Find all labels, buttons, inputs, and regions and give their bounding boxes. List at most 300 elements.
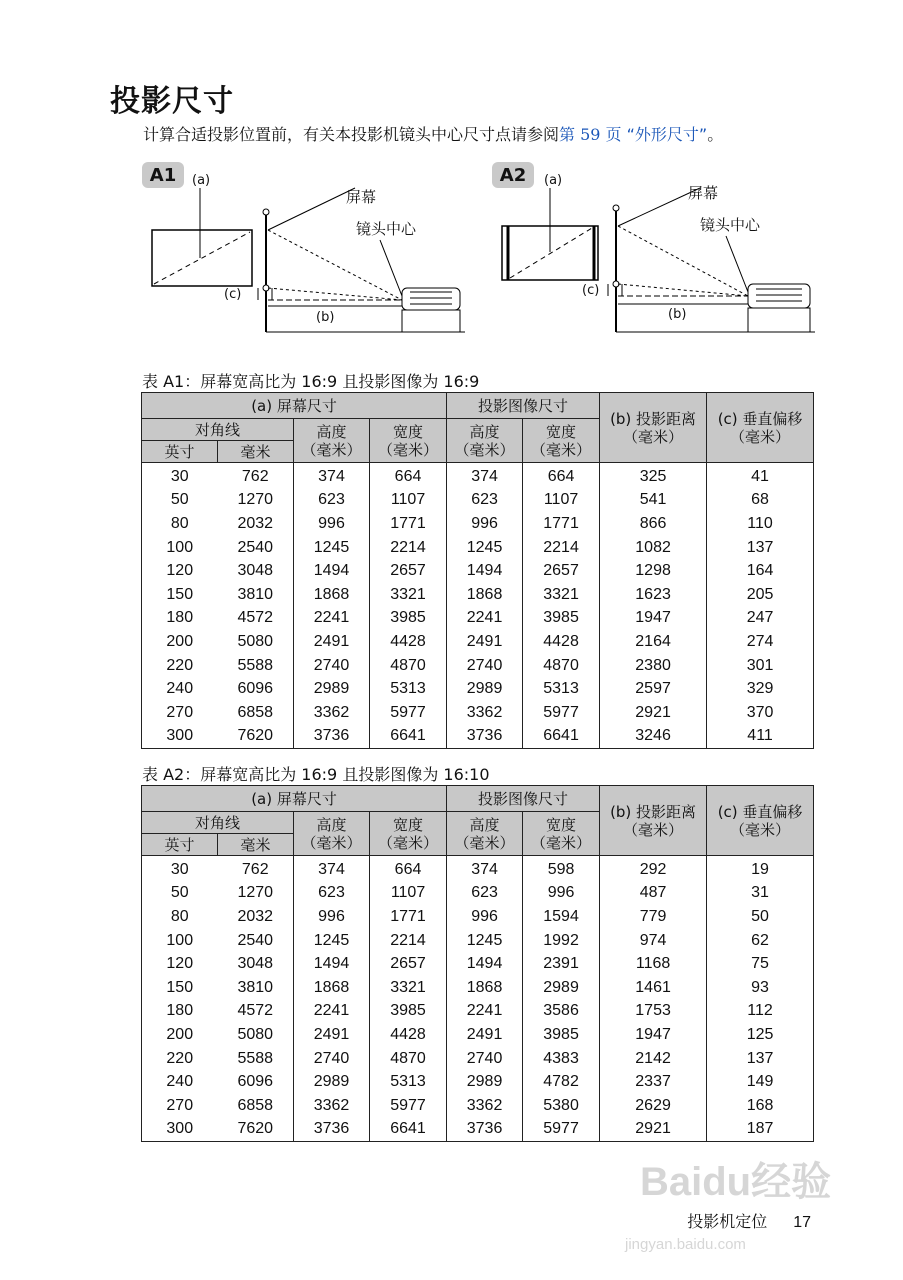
- header-offset-unit: （毫米）: [730, 820, 791, 839]
- projector-stand: [748, 308, 810, 332]
- table-cell: 762: [218, 463, 294, 489]
- table-cell: 80: [142, 512, 218, 536]
- table-cell: 110: [707, 512, 814, 536]
- table-cell: 5380: [523, 1094, 600, 1118]
- table-cell: 1771: [370, 905, 447, 929]
- table-cell: 5588: [218, 654, 294, 678]
- table-cell: 1245: [294, 929, 370, 953]
- table-cell: 6641: [370, 725, 447, 749]
- header-width-label: 宽度: [546, 422, 577, 441]
- header-screen-height: [294, 812, 370, 856]
- table-cell: 598: [523, 856, 600, 882]
- table-cell: 374: [447, 856, 523, 882]
- table-row: [142, 630, 814, 654]
- table-cell: 100: [142, 929, 218, 953]
- header-height-unit: （毫米）: [301, 440, 362, 459]
- label-lens-center: 镜头中心: [356, 220, 417, 238]
- header-throw-label: (b) 投影距离: [610, 802, 697, 821]
- header-width-unit: （毫米）: [378, 440, 439, 459]
- table-cell: 996: [523, 882, 600, 906]
- table-cell: 270: [142, 1094, 218, 1118]
- table-cell: 31: [707, 882, 814, 906]
- diagonal-line: [510, 228, 592, 278]
- table-cell: 2597: [600, 677, 707, 701]
- table-cell: 150: [142, 976, 218, 1000]
- header-height-unit: （毫米）: [301, 833, 362, 852]
- table-row: [142, 463, 814, 489]
- table-cell: 623: [294, 882, 370, 906]
- link-prefix: 第: [559, 125, 581, 144]
- table-cell: 325: [600, 463, 707, 489]
- table-cell: 329: [707, 677, 814, 701]
- label-lens-center: 镜头中心: [700, 216, 761, 234]
- header-height-label: 高度: [469, 422, 500, 441]
- table-cell: 2391: [523, 952, 600, 976]
- table-cell: 2540: [218, 929, 294, 953]
- header-height-unit: （毫米）: [454, 440, 515, 459]
- table-cell: 30: [142, 463, 218, 489]
- header-screen-width: [370, 812, 447, 856]
- table-cell: 2657: [370, 559, 447, 583]
- table-cell: 3321: [370, 583, 447, 607]
- header-diagonal: 对角线: [142, 812, 294, 834]
- table-cell: 1245: [447, 929, 523, 953]
- header-width-label: 宽度: [546, 815, 577, 834]
- table-row: [142, 1023, 814, 1047]
- projector-stand: [402, 310, 460, 332]
- header-diagonal: 对角线: [142, 419, 294, 441]
- label-a: (a): [544, 173, 563, 188]
- table-cell: 2657: [523, 559, 600, 583]
- table-cell: 2164: [600, 630, 707, 654]
- table-cell: 300: [142, 1118, 218, 1142]
- table-cell: 2740: [294, 1047, 370, 1071]
- table-cell: 2491: [294, 630, 370, 654]
- table-cell: 2657: [370, 952, 447, 976]
- page-title: 投影尺寸: [110, 84, 234, 119]
- lens-leader: [726, 236, 748, 292]
- header-width-label: 宽度: [393, 422, 424, 441]
- table-cell: 1868: [447, 976, 523, 1000]
- table-cell: 1270: [218, 489, 294, 513]
- header-throw-label: (b) 投影距离: [610, 409, 697, 428]
- table-row: [142, 1094, 814, 1118]
- table-cell: 93: [707, 976, 814, 1000]
- table-cell: 3362: [447, 701, 523, 725]
- table-cell: 125: [707, 1023, 814, 1047]
- table-cell: 247: [707, 607, 814, 631]
- table-cell: 7620: [218, 1118, 294, 1142]
- table-cell: 5977: [523, 1118, 600, 1142]
- table-cell: 5080: [218, 630, 294, 654]
- table-row: [142, 583, 814, 607]
- table-cell: 3736: [294, 725, 370, 749]
- dimensions-link[interactable]: [559, 125, 707, 144]
- table-cell: 2491: [447, 630, 523, 654]
- table-cell: 5977: [523, 701, 600, 725]
- table-cell: 6858: [218, 701, 294, 725]
- table-cell: 664: [370, 463, 447, 489]
- label-b: (b): [668, 307, 687, 322]
- table-cell: 2214: [370, 536, 447, 560]
- table-cell: 370: [707, 701, 814, 725]
- table-row: [142, 489, 814, 513]
- table-cell: 1298: [600, 559, 707, 583]
- header-width-unit: （毫米）: [531, 440, 592, 459]
- table-cell: 1868: [447, 583, 523, 607]
- table-cell: 2989: [523, 976, 600, 1000]
- table-cell: 240: [142, 1070, 218, 1094]
- header-screen-width: [370, 419, 447, 463]
- table-cell: 6096: [218, 1070, 294, 1094]
- table-cell: 4870: [523, 654, 600, 678]
- table-cell: 2740: [294, 654, 370, 678]
- header-width-unit: （毫米）: [378, 833, 439, 852]
- header-screen-size: (a) 屏幕尺寸: [142, 786, 447, 812]
- table-row: [142, 976, 814, 1000]
- table-row: [142, 1070, 814, 1094]
- label-screen: 屏幕: [688, 184, 719, 202]
- diagram-a2: [490, 160, 830, 350]
- table-cell: 5313: [523, 677, 600, 701]
- table-cell: 2241: [294, 1000, 370, 1024]
- table-cell: 541: [600, 489, 707, 513]
- table-a1: [141, 392, 814, 749]
- table-cell: 274: [707, 630, 814, 654]
- table-cell: 7620: [218, 725, 294, 749]
- page-footer: [687, 1209, 811, 1232]
- table-cell: 2032: [218, 512, 294, 536]
- table-cell: 2380: [600, 654, 707, 678]
- table-cell: 30: [142, 856, 218, 882]
- header-throw-distance: [600, 786, 707, 856]
- table-cell: 762: [218, 856, 294, 882]
- table-cell: 1082: [600, 536, 707, 560]
- table-row: [142, 1000, 814, 1024]
- table-cell: 374: [447, 463, 523, 489]
- table-cell: 3362: [447, 1094, 523, 1118]
- table-row: [142, 1118, 814, 1142]
- table-cell: 1245: [447, 536, 523, 560]
- table-row: [142, 536, 814, 560]
- header-height-label: 高度: [316, 815, 347, 834]
- table-cell: 2629: [600, 1094, 707, 1118]
- header-vertical-offset: [707, 393, 814, 463]
- table-cell: 80: [142, 905, 218, 929]
- table-cell: 3321: [370, 976, 447, 1000]
- table-cell: 2740: [447, 1047, 523, 1071]
- header-inch: 英寸: [142, 834, 218, 856]
- table-cell: 5588: [218, 1047, 294, 1071]
- screen-top-marker: [263, 209, 269, 215]
- header-throw-unit: （毫米）: [623, 820, 684, 839]
- table-cell: 6858: [218, 1094, 294, 1118]
- table-cell: 3810: [218, 583, 294, 607]
- header-image-width: [523, 419, 600, 463]
- label-a: (a): [192, 173, 211, 188]
- header-width-unit: （毫米）: [531, 833, 592, 852]
- table-cell: 68: [707, 489, 814, 513]
- table-cell: 1753: [600, 1000, 707, 1024]
- table-cell: 120: [142, 559, 218, 583]
- header-offset-label: (c) 垂直偏移: [717, 409, 803, 428]
- table-cell: 1245: [294, 536, 370, 560]
- table-row: [142, 559, 814, 583]
- table-cell: 1494: [447, 952, 523, 976]
- header-image-size: 投影图像尺寸: [447, 786, 600, 812]
- table-cell: 180: [142, 607, 218, 631]
- table-cell: 2989: [294, 1070, 370, 1094]
- link-page-number: 59: [580, 125, 601, 144]
- table-cell: 4572: [218, 1000, 294, 1024]
- ray-bottom: [618, 284, 748, 296]
- watermark-url: jingyan.baidu.com: [625, 1236, 746, 1253]
- table-cell: 164: [707, 559, 814, 583]
- projector-body: [402, 288, 460, 310]
- table-cell: 2989: [447, 1070, 523, 1094]
- table-cell: 137: [707, 536, 814, 560]
- label-c: (c): [224, 287, 242, 302]
- header-image-height: [447, 812, 523, 856]
- table-cell: 4383: [523, 1047, 600, 1071]
- diagram-badge: A2: [492, 162, 534, 188]
- header-image-size: 投影图像尺寸: [447, 393, 600, 419]
- table-row: [142, 905, 814, 929]
- intro-text: 计算合适投影位置前，有关本投影机镜头中心尺寸点请参阅: [143, 125, 560, 144]
- table-cell: 2032: [218, 905, 294, 929]
- table-cell: 664: [523, 463, 600, 489]
- table-cell: 75: [707, 952, 814, 976]
- table-a1-body: [142, 463, 814, 749]
- table-cell: 50: [142, 882, 218, 906]
- table-cell: 4782: [523, 1070, 600, 1094]
- table-cell: 5977: [370, 701, 447, 725]
- table-cell: 2989: [447, 677, 523, 701]
- table-a2-body: [142, 856, 814, 1142]
- table-cell: 2241: [447, 607, 523, 631]
- diagram-badge: A1: [142, 162, 184, 188]
- table-row: [142, 607, 814, 631]
- table-cell: 137: [707, 1047, 814, 1071]
- table-cell: 2241: [294, 607, 370, 631]
- table-cell: 4428: [370, 630, 447, 654]
- table-cell: 150: [142, 583, 218, 607]
- table-cell: 5313: [370, 677, 447, 701]
- table-cell: 41: [707, 463, 814, 489]
- table-cell: 3810: [218, 976, 294, 1000]
- table-cell: 240: [142, 677, 218, 701]
- table-cell: 664: [370, 856, 447, 882]
- table-cell: 50: [707, 905, 814, 929]
- intro-end: 。: [707, 125, 724, 144]
- table-cell: 4428: [370, 1023, 447, 1047]
- table-cell: 4428: [523, 630, 600, 654]
- table-cell: 2142: [600, 1047, 707, 1071]
- table-cell: 3048: [218, 952, 294, 976]
- table-a2-caption: 表 A2：屏幕宽高比为 16:9 且投影图像为 16:10: [142, 765, 490, 784]
- header-image-height: [447, 419, 523, 463]
- table-row: [142, 677, 814, 701]
- label-c: (c): [582, 283, 600, 298]
- header-height-label: 高度: [469, 815, 500, 834]
- table-cell: 411: [707, 725, 814, 749]
- table-cell: 205: [707, 583, 814, 607]
- table-cell: 1992: [523, 929, 600, 953]
- header-inch: 英寸: [142, 441, 218, 463]
- table-cell: 974: [600, 929, 707, 953]
- header-height-unit: （毫米）: [454, 833, 515, 852]
- table-cell: 2241: [447, 1000, 523, 1024]
- diagram-a2-drawing: [490, 160, 830, 350]
- table-cell: 168: [707, 1094, 814, 1118]
- table-cell: 3985: [370, 607, 447, 631]
- table-cell: 3048: [218, 559, 294, 583]
- table-cell: 1947: [600, 607, 707, 631]
- label-screen: 屏幕: [346, 188, 377, 206]
- table-cell: 5080: [218, 1023, 294, 1047]
- table-cell: 292: [600, 856, 707, 882]
- table-cell: 200: [142, 1023, 218, 1047]
- diagram-a1: [140, 160, 480, 350]
- table-cell: 1771: [523, 512, 600, 536]
- table-cell: 1494: [294, 559, 370, 583]
- table-cell: 996: [447, 905, 523, 929]
- table-cell: 2214: [370, 929, 447, 953]
- table-cell: 2491: [447, 1023, 523, 1047]
- table-cell: 3321: [523, 583, 600, 607]
- table-cell: 301: [707, 654, 814, 678]
- header-mm: 毫米: [218, 834, 294, 856]
- table-cell: 62: [707, 929, 814, 953]
- table-cell: 1868: [294, 976, 370, 1000]
- table-row: [142, 512, 814, 536]
- header-screen-height: [294, 419, 370, 463]
- table-cell: 50: [142, 489, 218, 513]
- table-cell: 1623: [600, 583, 707, 607]
- header-offset-unit: （毫米）: [730, 427, 791, 446]
- table-cell: 374: [294, 463, 370, 489]
- diagonal-line: [154, 232, 250, 284]
- table-a1-caption: 表 A1：屏幕宽高比为 16:9 且投影图像为 16:9: [142, 372, 480, 391]
- table-cell: 623: [447, 882, 523, 906]
- table-cell: 1461: [600, 976, 707, 1000]
- table-cell: 3985: [370, 1000, 447, 1024]
- screen-top-marker: [613, 205, 619, 211]
- table-cell: 220: [142, 654, 218, 678]
- table-cell: 1868: [294, 583, 370, 607]
- watermark-logo: Baidu经验: [640, 1160, 832, 1204]
- screen-leader: [268, 188, 355, 230]
- table-cell: 1107: [523, 489, 600, 513]
- table-cell: 1947: [600, 1023, 707, 1047]
- footer-section: 投影机定位: [687, 1212, 768, 1231]
- table-cell: 2989: [294, 677, 370, 701]
- table-a2: [141, 785, 814, 1142]
- table-cell: 120: [142, 952, 218, 976]
- table-cell: 1494: [294, 952, 370, 976]
- table-cell: 5977: [370, 1094, 447, 1118]
- table-cell: 19: [707, 856, 814, 882]
- table-cell: 6641: [523, 725, 600, 749]
- header-image-width: [523, 812, 600, 856]
- table-row: [142, 929, 814, 953]
- table-cell: 487: [600, 882, 707, 906]
- table-cell: 996: [294, 512, 370, 536]
- table-cell: 1107: [370, 882, 447, 906]
- table-cell: 1270: [218, 882, 294, 906]
- table-cell: 149: [707, 1070, 814, 1094]
- table-cell: 3985: [523, 1023, 600, 1047]
- table-cell: 3586: [523, 1000, 600, 1024]
- table-cell: 3736: [447, 725, 523, 749]
- table-row: [142, 856, 814, 882]
- table-cell: 1771: [370, 512, 447, 536]
- table-row: [142, 1047, 814, 1071]
- table-row: [142, 952, 814, 976]
- table-cell: 1107: [370, 489, 447, 513]
- header-offset-label: (c) 垂直偏移: [717, 802, 803, 821]
- table-cell: 180: [142, 1000, 218, 1024]
- header-throw-unit: （毫米）: [623, 427, 684, 446]
- table-cell: 623: [447, 489, 523, 513]
- table-cell: 2491: [294, 1023, 370, 1047]
- table-cell: 779: [600, 905, 707, 929]
- table-cell: 623: [294, 489, 370, 513]
- intro-paragraph: [143, 122, 723, 145]
- table-cell: 3362: [294, 701, 370, 725]
- table-row: [142, 701, 814, 725]
- table-row: [142, 882, 814, 906]
- table-row: [142, 725, 814, 749]
- table-cell: 2740: [447, 654, 523, 678]
- table-cell: 300: [142, 725, 218, 749]
- header-mm: 毫米: [218, 441, 294, 463]
- table-cell: 2214: [523, 536, 600, 560]
- table-cell: 1168: [600, 952, 707, 976]
- table-cell: 2337: [600, 1070, 707, 1094]
- table-cell: 3736: [447, 1118, 523, 1142]
- header-throw-distance: [600, 393, 707, 463]
- table-cell: 5313: [370, 1070, 447, 1094]
- table-row: [142, 654, 814, 678]
- table-cell: 3736: [294, 1118, 370, 1142]
- table-cell: 996: [447, 512, 523, 536]
- table-cell: 100: [142, 536, 218, 560]
- table-cell: 866: [600, 512, 707, 536]
- table-cell: 1594: [523, 905, 600, 929]
- header-vertical-offset: [707, 786, 814, 856]
- table-cell: 112: [707, 1000, 814, 1024]
- projector-body: [748, 284, 810, 308]
- table-cell: 4870: [370, 654, 447, 678]
- table-cell: 1494: [447, 559, 523, 583]
- table-cell: 200: [142, 630, 218, 654]
- table-cell: 3246: [600, 725, 707, 749]
- diagram-a1-drawing: [140, 160, 480, 350]
- table-cell: 2921: [600, 1118, 707, 1142]
- label-b: (b): [316, 310, 335, 325]
- header-width-label: 宽度: [393, 815, 424, 834]
- table-cell: 2540: [218, 536, 294, 560]
- table-cell: 187: [707, 1118, 814, 1142]
- table-cell: 4870: [370, 1047, 447, 1071]
- header-height-label: 高度: [316, 422, 347, 441]
- table-cell: 4572: [218, 607, 294, 631]
- table-cell: 3985: [523, 607, 600, 631]
- header-screen-size: (a) 屏幕尺寸: [142, 393, 447, 419]
- table-cell: 3362: [294, 1094, 370, 1118]
- link-suffix: 页 “外形尺寸”: [600, 125, 708, 144]
